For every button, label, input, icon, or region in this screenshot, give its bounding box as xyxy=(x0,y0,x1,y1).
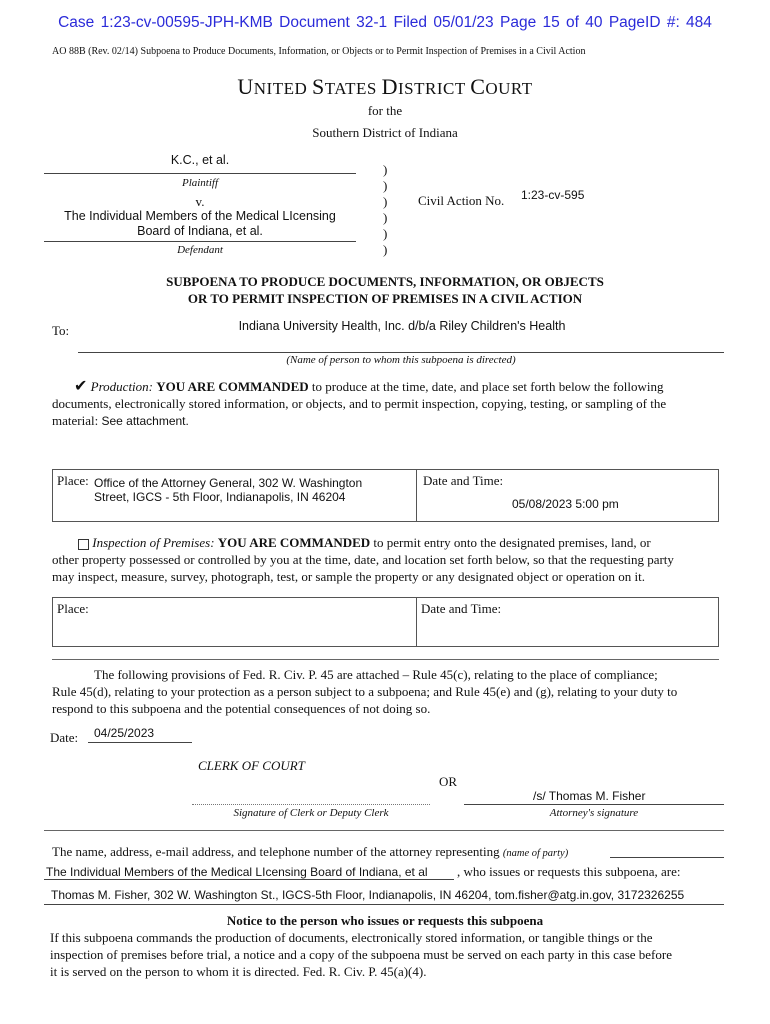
provisions-line2: Rule 45(d), relating to your protection as a person subject to a subpoena; and Rule 45(e) and (g), relating to your duty to xyxy=(52,684,678,699)
attorney-signature-caption: Attorney's signature xyxy=(549,807,639,819)
court-title xyxy=(0,74,770,100)
civil-action-label: Civil Action No. xyxy=(418,193,505,208)
defendant-name-line2: Board of Indiana, et al. xyxy=(137,224,263,238)
party-blank-line xyxy=(610,857,724,858)
party-value: The Individual Members of the Medical LIcensing Board of Indiana, et al xyxy=(46,865,428,879)
production-material-value: See attachment. xyxy=(101,414,189,428)
production-place-label: Place: xyxy=(57,473,89,488)
inspection-text-1: to permit entry onto the designated premises, land, or xyxy=(370,535,651,550)
provisions-line3: respond to this subpoena and the potential consequences of not doing so. xyxy=(52,701,431,716)
attorney-info-text-1: The name, address, e-mail address, and telephone number of the attorney representing xyxy=(52,844,503,859)
attorney-signature-value: /s/ Thomas M. Fisher xyxy=(533,789,646,803)
notice-line3: it is served on the person to whom it is directed. Fed. R. Civ. P. 45(a)(4). xyxy=(50,964,427,979)
issue-date-line xyxy=(88,742,192,743)
production-commanded: YOU ARE COMMANDED xyxy=(156,379,309,394)
notice-paragraph xyxy=(50,929,730,980)
court-title-istrict: ISTRICT xyxy=(398,79,471,98)
caption-paren: ) xyxy=(383,194,388,209)
court-title-d: D xyxy=(381,74,399,99)
issue-date-value: 04/25/2023 xyxy=(94,726,155,740)
inspection-text-3: may inspect, measure, survey, photograph, test, or sample the property or any designated object or operation on it. xyxy=(52,569,646,584)
court-title-s: S xyxy=(311,74,325,99)
court-title-tates: TATES xyxy=(324,79,382,98)
provisions-paragraph xyxy=(52,666,722,717)
production-date-label: Date and Time: xyxy=(423,473,504,488)
production-date-value: 05/08/2023 5:00 pm xyxy=(512,497,619,511)
clerk-signature-caption: Signature of Clerk or Deputy Clerk xyxy=(233,807,389,819)
caption-paren: ) xyxy=(383,162,388,177)
caption-paren: ) xyxy=(383,178,388,193)
recipient-line xyxy=(78,352,724,353)
party-label: (name of party) xyxy=(502,848,569,859)
plaintiff-line xyxy=(44,173,356,174)
inspection-place-label: Place: xyxy=(57,601,89,616)
attorney-signature-line xyxy=(464,804,724,805)
court-title-ourt: OURT xyxy=(485,79,533,98)
for-the-text: for the xyxy=(367,103,403,118)
court-title-nited: NITED xyxy=(253,79,312,98)
recipient-caption: (Name of person to whom this subpoena is directed) xyxy=(286,354,516,366)
production-check-icon: ✔ xyxy=(74,376,88,395)
inspection-paragraph xyxy=(52,534,722,585)
party-value-line xyxy=(44,879,454,880)
inspection-date-label: Date and Time: xyxy=(421,601,502,616)
inspection-place-date-box xyxy=(52,597,719,647)
defendant-line xyxy=(44,241,356,242)
caption-paren: ) xyxy=(383,242,388,257)
court-title-c: C xyxy=(470,74,486,99)
plaintiff-name: K.C., et al. xyxy=(170,153,230,167)
clerk-signature-line xyxy=(192,804,430,805)
notice-line2: inspection of premises before trial, a notice and a copy of the subpoena must be served on each party in this case before xyxy=(50,947,672,962)
production-place-line1: Office of the Attorney General, 302 W. Washington xyxy=(94,476,363,490)
notice-line1: If this subpoena commands the production of documents, electronically stored information, or tangible things or the xyxy=(50,930,653,945)
production-label: Production: xyxy=(90,379,153,394)
production-text-2: documents, electronically stored information, or objects, and to permit inspection, copying, testing, or sampling of the xyxy=(52,396,667,411)
notice-title: Notice to the person who issues or requests this subpoena xyxy=(226,913,544,928)
civil-action-number: 1:23-cv-595 xyxy=(521,188,585,202)
caption-paren: ) xyxy=(383,210,388,225)
attorney-info-line1 xyxy=(52,843,568,862)
inspection-label: Inspection of Premises: xyxy=(92,535,215,550)
inspection-commanded: YOU ARE COMMANDED xyxy=(217,535,371,550)
doc-title-line2: OR TO PERMIT INSPECTION OF PREMISES IN A CIVIL ACTION xyxy=(187,291,583,306)
case-header-stamp: Case 1:23-cv-00595-JPH-KMB Document 32-1 Filed 05/01/23 Page 15 of 40 PageID #: 484 xyxy=(58,14,712,31)
clerk-of-court-label: CLERK OF COURT xyxy=(198,758,305,773)
district-name: Southern District of Indiana xyxy=(312,125,458,140)
inspection-text-2: other property possessed or controlled by you at the time, date, and location set forth below, so that the requesting party xyxy=(52,552,674,567)
section-divider xyxy=(52,659,719,660)
production-text-3: material: xyxy=(52,413,99,428)
inspection-checkbox[interactable] xyxy=(78,539,89,550)
to-label: To: xyxy=(52,323,70,338)
form-identifier: AO 88B (Rev. 02/14) Subpoena to Produce Documents, Information, or Objects or to Permit Inspection of Premises in a Civil Action xyxy=(52,46,586,57)
attorney-contact: Thomas M. Fisher, 302 W. Washington St., IGCS-5th Floor, Indianapolis, IN 46204, tom.fisher@atg.in.gov, 3172326255 xyxy=(51,888,685,902)
date-label: Date: xyxy=(50,730,79,745)
provisions-line1: The following provisions of Fed. R. Civ. P. 45 are attached – Rule 45(c), relating to the place of compliance; xyxy=(94,667,658,682)
plaintiff-label: Plaintiff xyxy=(181,177,219,189)
section-divider xyxy=(44,830,724,831)
doc-title-line1: SUBPOENA TO PRODUCE DOCUMENTS, INFORMATION, OR OBJECTS xyxy=(166,274,604,289)
recipient-name: Indiana University Health, Inc. d/b/a Riley Children's Health xyxy=(238,319,566,333)
court-title-u: U xyxy=(237,74,254,99)
production-paragraph xyxy=(52,377,722,430)
or-text: OR xyxy=(439,774,458,789)
caption-paren: ) xyxy=(383,226,388,241)
contact-line xyxy=(44,904,724,905)
versus-text: v. xyxy=(195,194,205,209)
production-place-line2: Street, IGCS - 5th Floor, Indianapolis, IN 46204 xyxy=(94,490,346,504)
production-text-1: to produce at the time, date, and place set forth below the following xyxy=(308,379,664,394)
defendant-name-line1: The Individual Members of the Medical LIcensing xyxy=(64,209,336,223)
attorney-info-text-2: , who issues or requests this subpoena, are: xyxy=(457,864,681,879)
defendant-label: Defendant xyxy=(177,244,223,256)
